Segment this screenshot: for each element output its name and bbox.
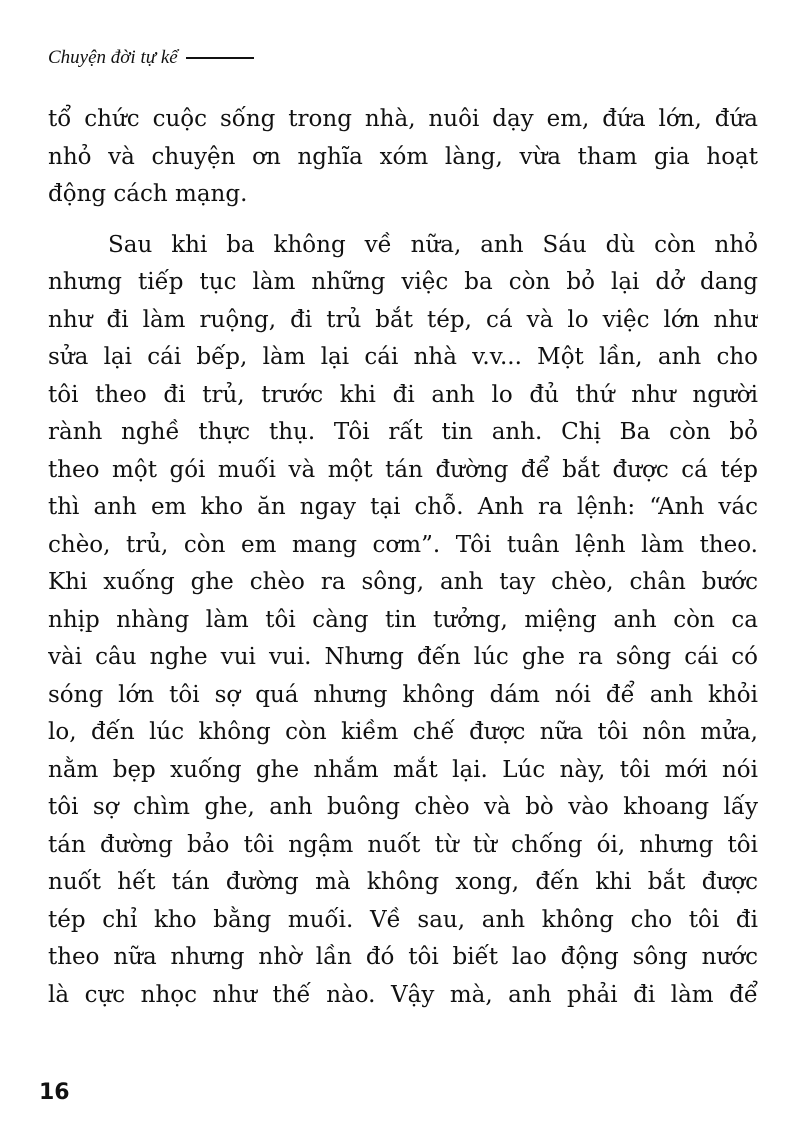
page-number: 16	[39, 1080, 70, 1105]
paragraph-gap	[48, 214, 758, 227]
header-rule	[186, 57, 254, 59]
paragraph	[48, 101, 758, 214]
text-line: tán đường bảo tôi ngậm nuốt từ từ chống ói, nhưng tôi	[48, 831, 758, 858]
text-line: tôi theo đi trủ, trước khi đi anh lo đủ thứ như người	[48, 381, 758, 408]
text-line: tôi sợ chìm ghe, anh buông chèo và bò vào khoang lấy	[48, 794, 758, 820]
text-line: tép chỉ kho bằng muối. Về sau, anh không cho tôi đi	[48, 906, 758, 933]
running-header	[48, 47, 254, 69]
paragraph	[48, 227, 758, 1015]
text-line: như đi làm ruộng, đi trủ bắt tép, cá và lo việc lớn như	[48, 306, 758, 333]
text-line: tổ chức cuộc sống trong nhà, nuôi dạy em, đứa lớn, đứa	[48, 106, 758, 132]
text-line: theo một gói muối và một tán đường để bắt được cá tép	[48, 456, 758, 483]
text-line: Khi xuống ghe chèo ra sông, anh tay chèo, chân bước	[48, 569, 758, 595]
book-title: Chuyện đời tự kể	[48, 47, 178, 68]
text-line: động cách mạng.	[48, 181, 248, 207]
body-text	[48, 101, 758, 1014]
text-line: nhưng tiếp tục làm những việc ba còn bỏ lại dở dang	[48, 269, 758, 295]
text-line: sửa lại cái bếp, làm lại cái nhà v.v... Một lần, anh cho	[48, 344, 758, 370]
text-line: rành nghề thực thụ. Tôi rất tin anh. Chị Ba còn bỏ	[48, 419, 758, 445]
text-line: là cực nhọc như thế nào. Vậy mà, anh phải đi làm để	[48, 981, 758, 1008]
text-line: lo, đến lúc không còn kiềm chế được nữa tôi nôn mửa,	[48, 719, 758, 745]
text-line: Sau khi ba không về nữa, anh Sáu dù còn nhỏ	[108, 231, 758, 258]
text-line: nằm bẹp xuống ghe nhắm mắt lại. Lúc này, tôi mới nói	[48, 756, 758, 783]
text-line: thì anh em kho ăn ngay tại chỗ. Anh ra lệnh: “Anh vác	[48, 494, 758, 520]
text-line: nhỏ và chuyện ơn nghĩa xóm làng, vừa tham gia hoạt	[48, 143, 758, 170]
text-line: sóng lớn tôi sợ quá nhưng không dám nói để anh khỏi	[48, 681, 758, 708]
text-line: nhịp nhàng làm tôi càng tin tưởng, miệng anh còn ca	[48, 606, 758, 633]
text-line: nuốt hết tán đường mà không xong, đến khi bắt được	[48, 869, 758, 895]
text-line: theo nữa nhưng nhờ lần đó tôi biết lao động sông nước	[48, 944, 758, 970]
text-line: chèo, trủ, còn em mang cơm”. Tôi tuân lệnh làm theo.	[48, 531, 758, 558]
text-line: vài câu nghe vui vui. Nhưng đến lúc ghe ra sông cái có	[48, 644, 758, 670]
